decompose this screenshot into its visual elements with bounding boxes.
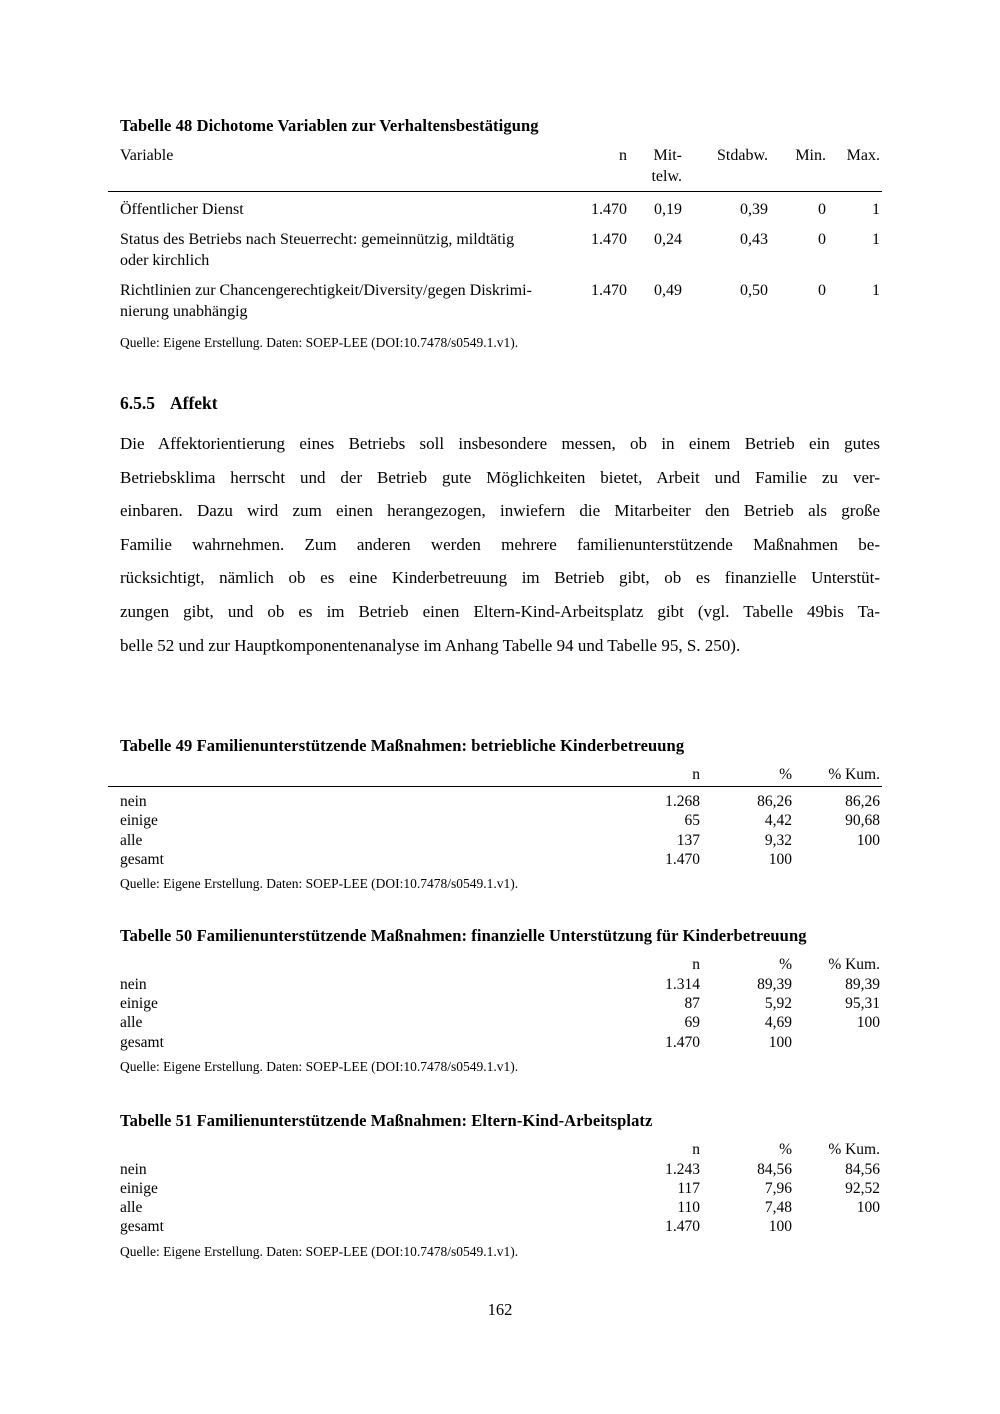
table49-header-rule: [108, 786, 882, 787]
table50-col-pct: %: [779, 955, 792, 973]
table49-cell-label: nein: [120, 793, 147, 811]
table50-row-nein: [120, 975, 880, 994]
table48-cell-max: 1: [872, 201, 880, 218]
table51: [120, 1140, 880, 1237]
paragraph-line: rücksichtigt, nämlich ob es eine Kinderbetreuung im Betrieb gibt, ob es finanzielle Unterstüt-: [120, 568, 880, 588]
table50-header-row: [120, 955, 880, 975]
table48-variable-line1: Öffentlicher Dienst: [120, 201, 244, 218]
table51-cell-pct: 7,48: [764, 1199, 792, 1217]
table48-cell-variable: [120, 199, 557, 220]
table49-cell-n: 1.268: [665, 793, 700, 811]
table49-cell-n: 65: [684, 812, 700, 830]
table51-cell-kum: 100: [856, 1199, 880, 1217]
table49-cell-n: 137: [676, 831, 700, 849]
table49-col-pct: %: [779, 766, 792, 784]
table51-cell-n: 1.470: [665, 1218, 700, 1236]
table50-cell-kum: 100: [856, 1014, 880, 1032]
table49-cell-kum: 100: [856, 831, 880, 849]
table48-cell-variable: [120, 280, 557, 322]
table49: [120, 765, 880, 869]
table51-row-alle: [120, 1198, 880, 1217]
table50-row-gesamt: [120, 1033, 880, 1052]
table48-variable-line2: nierung unabhängig: [120, 303, 248, 320]
section-heading: [120, 393, 880, 414]
table49-cell-label: einige: [120, 812, 158, 830]
table48-col-mittelw-line2: telw.: [651, 168, 682, 185]
table51-cell-kum: [792, 1217, 880, 1236]
table49-row-einige: [120, 811, 880, 830]
table48-col-mittelw: [627, 145, 682, 187]
table51-cell-pct: 100: [768, 1218, 792, 1236]
table48-cell-max: 1: [872, 282, 880, 299]
table49-cell-label: alle: [120, 831, 143, 849]
table51-cell-label: einige: [120, 1179, 158, 1197]
table48-cell-mittelw: 0,24: [654, 231, 682, 248]
table49-row-gesamt: [120, 850, 880, 869]
table48-source: Quelle: Eigene Erstellung. Daten: SOEP-LEE (DOI:10.7478/s0549.1.v1).: [120, 335, 519, 350]
table49-cell-label: gesamt: [120, 850, 164, 868]
table48-cell-n: 1.470: [591, 201, 627, 218]
section-paragraph: [120, 427, 880, 662]
table51-col-pct: %: [779, 1140, 792, 1158]
paragraph-line: belle 52 und zur Hauptkomponentenanalyse im Anhang Tabelle 94 und Tabelle 95, S. 250).: [120, 635, 741, 655]
table51-cell-pct: 7,96: [764, 1179, 792, 1197]
table48-cell-max: 1: [872, 231, 880, 248]
table48-col-max: Max.: [846, 147, 880, 164]
table48-col-n: n: [619, 147, 627, 164]
table48-cell-stdabw: 0,39: [740, 201, 768, 218]
table51-row-nein: [120, 1160, 880, 1179]
table48-col-mittelw-line1: Mit-: [653, 147, 682, 164]
table48-header-row: [120, 145, 880, 187]
table49-header-row: [120, 765, 880, 785]
table50-cell-pct: 5,92: [764, 995, 792, 1013]
table51-cell-label: nein: [120, 1160, 147, 1178]
table49-cell-pct: 100: [768, 850, 792, 868]
table51-header-row: [120, 1140, 880, 1160]
table50-cell-label: nein: [120, 975, 147, 993]
table48-cell-variable: [120, 229, 557, 271]
table50-cell-label: alle: [120, 1014, 143, 1032]
table50-cell-kum: 89,39: [845, 975, 880, 993]
paragraph-line: Familie wahrnehmen. Zum anderen werden mehrere familienunterstützende Maßnahmen be-: [120, 534, 880, 554]
table51-cell-n: 110: [677, 1199, 700, 1217]
paragraph-line: zungen gibt, und ob es im Betrieb einen Eltern-Kind-Arbeitsplatz gibt (vgl. Tabelle 49bis Ta-: [120, 601, 880, 621]
table50-col-label-empty: [120, 955, 580, 975]
page-content: [120, 0, 880, 1260]
table50-col-kum: % Kum.: [828, 955, 880, 973]
table49-source: Quelle: Eigene Erstellung. Daten: SOEP-LEE (DOI:10.7478/s0549.1.v1).: [120, 875, 519, 891]
table49-cell-n: 1.470: [665, 850, 700, 868]
table48-variable-line2: oder kirchlich: [120, 252, 210, 269]
table48-cell-min: 0: [818, 282, 826, 299]
table50-row-einige: [120, 994, 880, 1013]
table49-col-label-empty: [120, 765, 580, 785]
table51-col-kum: % Kum.: [828, 1140, 880, 1158]
table49-col-n: n: [692, 766, 700, 784]
table49-row-nein: [120, 792, 880, 811]
table48-cell-min: 0: [818, 201, 826, 218]
table50-col-n: n: [692, 955, 700, 973]
table49-cell-pct: 4,42: [764, 812, 792, 830]
page-number: 162: [487, 1300, 513, 1319]
table50-cell-kum: 95,31: [845, 995, 880, 1013]
table51-row-einige: [120, 1179, 880, 1198]
table48-row-richtlinien: [120, 280, 880, 322]
table49-cell-pct: 9,32: [764, 831, 792, 849]
paragraph-line: einbaren. Dazu wird zum einen herangezogen, inwiefern die Mitarbeiter den Betrieb als große: [120, 501, 880, 521]
table49-cell-pct: 86,26: [757, 793, 792, 811]
table50-cell-n: 87: [684, 995, 700, 1013]
table51-cell-kum: 84,56: [845, 1160, 880, 1178]
table50-source: Quelle: Eigene Erstellung. Daten: SOEP-LEE (DOI:10.7478/s0549.1.v1).: [120, 1058, 519, 1074]
table49-col-kum: % Kum.: [828, 766, 880, 784]
table51-cell-label: gesamt: [120, 1218, 164, 1236]
table49-title: Tabelle 49 Familienunterstützende Maßnahmen: betriebliche Kinderbetreuung: [120, 736, 685, 756]
table51-col-n: n: [692, 1140, 700, 1158]
table51-source: Quelle: Eigene Erstellung. Daten: SOEP-LEE (DOI:10.7478/s0549.1.v1).: [120, 1243, 519, 1259]
table48-col-min: Min.: [795, 147, 826, 164]
table48-header-rule: [108, 191, 882, 192]
table50: [120, 955, 880, 1052]
table50-cell-n: 1.314: [665, 975, 700, 993]
table48-row-oeffentlicher-dienst: [120, 199, 880, 220]
table50-cell-pct: 100: [768, 1033, 792, 1051]
table50-cell-label: gesamt: [120, 1033, 164, 1051]
table48-col-variable: Variable: [120, 147, 174, 164]
table48-variable-line1: Status des Betriebs nach Steuerrecht: gemeinnützig, mildtätig: [120, 231, 515, 248]
table48-cell-stdabw: 0,43: [740, 231, 768, 248]
table48-variable-line1: Richtlinien zur Chancengerechtigkeit/Diversity/gegen Diskrimi-: [120, 282, 532, 299]
table49-cell-kum: 86,26: [845, 793, 880, 811]
table51-col-label-empty: [120, 1140, 580, 1160]
table51-row-gesamt: [120, 1217, 880, 1236]
table51-cell-pct: 84,56: [757, 1160, 792, 1178]
paragraph-line: Betriebsklima herrscht und der Betrieb gute Möglichkeiten bietet, Arbeit und Familie zu ver-: [120, 467, 880, 487]
table48-cell-mittelw: 0,49: [654, 282, 682, 299]
table50-cell-n: 69: [684, 1014, 700, 1032]
section-number: 6.5.5: [120, 393, 155, 413]
table51-cell-n: 1.243: [665, 1160, 700, 1178]
table50-cell-pct: 89,39: [757, 975, 792, 993]
table50-row-alle: [120, 1013, 880, 1032]
table49-row-alle: [120, 831, 880, 850]
table49-cell-kum: [792, 850, 880, 869]
table51-cell-label: alle: [120, 1199, 143, 1217]
table48-row-status-steuerrecht: [120, 229, 880, 271]
table48-cell-n: 1.470: [591, 231, 627, 248]
table50-cell-pct: 4,69: [764, 1014, 792, 1032]
table48-cell-mittelw: 0,19: [654, 201, 682, 218]
table49-cell-kum: 90,68: [845, 812, 880, 830]
table48: [120, 145, 880, 322]
table48-cell-stdabw: 0,50: [740, 282, 768, 299]
table51-cell-kum: 92,52: [845, 1179, 880, 1197]
table51-cell-n: 117: [677, 1179, 700, 1197]
table48-col-stdabw: Stdabw.: [717, 147, 768, 164]
table51-title: Tabelle 51 Familienunterstützende Maßnahmen: Eltern-Kind-Arbeitsplatz: [120, 1110, 653, 1130]
table48-title: Tabelle 48 Dichotome Variablen zur Verhaltensbestätigung: [120, 116, 539, 135]
table50-cell-kum: [792, 1033, 880, 1052]
section-title: Affekt: [170, 393, 218, 413]
table50-cell-n: 1.470: [665, 1033, 700, 1051]
table50-title: Tabelle 50 Familienunterstützende Maßnahmen: finanzielle Unterstützung für Kinderbetreuung: [120, 925, 807, 945]
table48-cell-n: 1.470: [591, 282, 627, 299]
table50-cell-label: einige: [120, 995, 158, 1013]
paragraph-line: Die Affektorientierung eines Betriebs soll insbesondere messen, ob in einem Betrieb ein gutes: [120, 434, 880, 453]
table48-cell-min: 0: [818, 231, 826, 248]
